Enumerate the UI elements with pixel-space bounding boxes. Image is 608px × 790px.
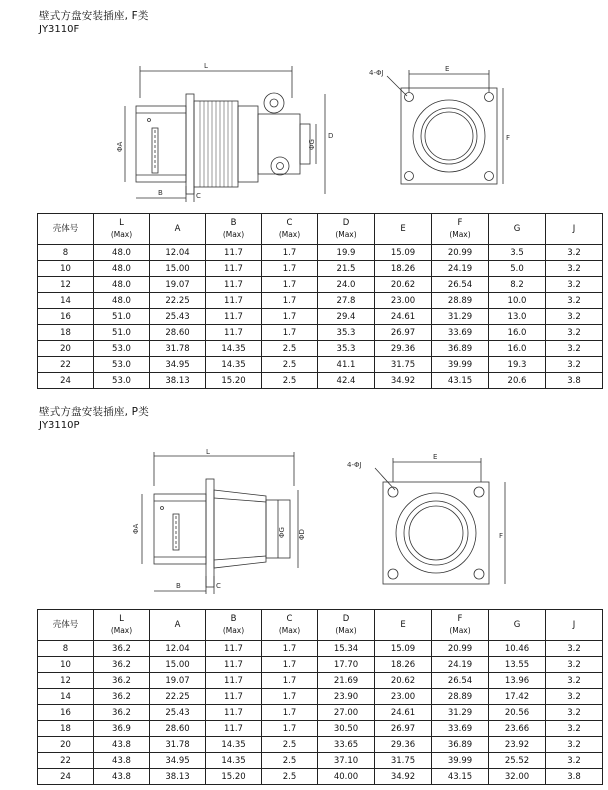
s1-dim-A: ΦA [116, 141, 124, 152]
table-cell: 28.60 [150, 721, 206, 737]
column-header-sublabel: (Max) [335, 626, 357, 635]
table-cell: 23.92 [489, 737, 546, 753]
table-cell: 3.2 [546, 341, 603, 357]
table-cell: 53.0 [94, 357, 150, 373]
s2-dim-B: B [176, 582, 181, 590]
table-cell: 3.2 [546, 357, 603, 373]
table-cell: 11.7 [206, 689, 262, 705]
table-cell: 24 [38, 769, 94, 785]
section1-code: JY3110F [39, 24, 80, 35]
table-cell: 10 [38, 657, 94, 673]
table-cell: 34.92 [375, 769, 432, 785]
table-cell: 3.2 [546, 293, 603, 309]
table-cell: 18.26 [375, 261, 432, 277]
column-header [546, 610, 603, 641]
s2-dim-F: F [499, 532, 504, 540]
table-cell: 36.89 [432, 737, 489, 753]
column-header-label: D [342, 218, 350, 228]
table-cell: 24.19 [432, 261, 489, 277]
table-cell: 48.0 [94, 277, 150, 293]
section2-spec-table [37, 609, 603, 785]
table-cell: 37.10 [318, 753, 375, 769]
table-cell: 23.00 [375, 293, 432, 309]
s1-dim-J: 4-ΦJ [369, 69, 384, 77]
table-cell: 31.78 [150, 341, 206, 357]
table-cell: 16 [38, 309, 94, 325]
column-header-label: F [457, 218, 463, 228]
table-cell: 11.7 [206, 277, 262, 293]
table-cell: 36.2 [94, 657, 150, 673]
column-header-label: A [174, 223, 181, 234]
table-row [38, 769, 603, 785]
table-cell: 14 [38, 689, 94, 705]
section2-title: 壁式方盘安装插座, P类 [39, 406, 149, 418]
table-row [38, 657, 603, 673]
table-cell: 11.7 [206, 705, 262, 721]
table-cell: 28.60 [150, 325, 206, 341]
table-cell: 15.20 [206, 769, 262, 785]
table-cell: 19.9 [318, 245, 375, 261]
table-cell: 43.8 [94, 753, 150, 769]
table-cell: 18.26 [375, 657, 432, 673]
table-cell: 33.69 [432, 325, 489, 341]
table-cell: 21.5 [318, 261, 375, 277]
table-cell: 3.2 [546, 641, 603, 657]
table-cell: 3.8 [546, 373, 603, 389]
column-header [546, 214, 603, 245]
table-cell: 24.19 [432, 657, 489, 673]
column-header-label: J [572, 619, 576, 630]
table-body [38, 641, 603, 785]
table-cell: 1.7 [262, 641, 318, 657]
column-header [489, 214, 546, 245]
table-cell: 12 [38, 673, 94, 689]
table-cell: 18 [38, 325, 94, 341]
table-cell: 34.95 [150, 357, 206, 373]
table-cell: 53.0 [94, 341, 150, 357]
column-header-sublabel: (Max) [110, 230, 133, 239]
table-cell: 3.2 [546, 325, 603, 341]
table-cell: 22.25 [150, 293, 206, 309]
table-cell: 22.25 [150, 689, 206, 705]
table-row [38, 641, 603, 657]
column-header-label: L [119, 614, 124, 624]
column-header [94, 610, 150, 641]
column-header [489, 610, 546, 641]
table-cell: 53.0 [94, 373, 150, 389]
table-cell: 13.0 [489, 309, 546, 325]
table-cell: 11.7 [206, 657, 262, 673]
table-cell: 15.20 [206, 373, 262, 389]
table-cell: 18 [38, 721, 94, 737]
table-cell: 2.5 [262, 769, 318, 785]
table-cell: 34.92 [375, 373, 432, 389]
table-row [38, 341, 603, 357]
table-header-row [38, 214, 603, 245]
column-header [318, 610, 375, 641]
table-cell: 1.7 [262, 277, 318, 293]
table-cell: 43.8 [94, 737, 150, 753]
table-cell: 3.2 [546, 753, 603, 769]
column-header-sublabel: (Max) [222, 230, 245, 239]
table-cell: 41.1 [318, 357, 375, 373]
table-row [38, 309, 603, 325]
s2-dim-L: L [206, 448, 210, 456]
table-cell: 3.2 [546, 277, 603, 293]
table-cell: 1.7 [262, 673, 318, 689]
table-cell: 26.54 [432, 277, 489, 293]
table-cell: 3.2 [546, 309, 603, 325]
table-row [38, 325, 603, 341]
table-cell: 20.99 [432, 641, 489, 657]
table-cell: 43.15 [432, 769, 489, 785]
table-cell: 31.75 [375, 357, 432, 373]
table-row [38, 689, 603, 705]
table-cell: 26.97 [375, 721, 432, 737]
table-cell: 27.8 [318, 293, 375, 309]
table-cell: 48.0 [94, 293, 150, 309]
table-cell: 31.78 [150, 737, 206, 753]
column-header-label: D [342, 614, 350, 624]
table-cell: 20.56 [489, 705, 546, 721]
table-cell: 36.2 [94, 641, 150, 657]
column-header [262, 610, 318, 641]
table-cell: 35.3 [318, 325, 375, 341]
table-cell: 3.2 [546, 261, 603, 277]
table-cell: 12.04 [150, 245, 206, 261]
table-cell: 26.97 [375, 325, 432, 341]
table-cell: 1.7 [262, 245, 318, 261]
table-cell: 10.0 [489, 293, 546, 309]
table-row [38, 293, 603, 309]
table-cell: 39.99 [432, 357, 489, 373]
table-cell: 29.36 [375, 737, 432, 753]
table-cell: 29.36 [375, 341, 432, 357]
table-cell: 8.2 [489, 277, 546, 293]
table-cell: 23.00 [375, 689, 432, 705]
table-cell: 14.35 [206, 753, 262, 769]
s1-dim-D: D [328, 132, 334, 140]
section2-code: JY3110P [39, 420, 80, 431]
table-cell: 24.0 [318, 277, 375, 293]
table-cell: 24 [38, 373, 94, 389]
table-cell: 33.69 [432, 721, 489, 737]
table-row [38, 753, 603, 769]
column-header [375, 214, 432, 245]
table-cell: 11.7 [206, 673, 262, 689]
table-cell: 8 [38, 641, 94, 657]
table-cell: 36.89 [432, 341, 489, 357]
s2-dim-D: ΦD [298, 529, 306, 540]
table-cell: 20.62 [375, 277, 432, 293]
column-header-label: G [513, 619, 521, 630]
table-cell: 2.5 [262, 341, 318, 357]
section2-front-view-drawing [345, 450, 520, 595]
table-row [38, 721, 603, 737]
table-cell: 20.6 [489, 373, 546, 389]
table-cell: 12 [38, 277, 94, 293]
column-header [318, 214, 375, 245]
table-row [38, 705, 603, 721]
table-cell: 17.70 [318, 657, 375, 673]
table-row [38, 373, 603, 389]
column-header-label: C [286, 218, 293, 228]
column-header-sublabel: (Max) [449, 230, 471, 239]
table-cell: 19.07 [150, 277, 206, 293]
table-cell: 10 [38, 261, 94, 277]
s2-dim-J: 4-ΦJ [347, 461, 362, 469]
table-row [38, 277, 603, 293]
table-cell: 36.2 [94, 673, 150, 689]
table-cell: 3.2 [546, 737, 603, 753]
table-cell: 1.7 [262, 705, 318, 721]
column-header-label: L [119, 218, 124, 228]
table-cell: 30.50 [318, 721, 375, 737]
table-cell: 15.00 [150, 657, 206, 673]
table-cell: 12.04 [150, 641, 206, 657]
table-body [38, 245, 603, 389]
column-header-sublabel: (Max) [335, 230, 357, 239]
table-cell: 20 [38, 737, 94, 753]
column-header-sublabel: (Max) [222, 626, 245, 635]
table-cell: 11.7 [206, 641, 262, 657]
table-cell: 42.4 [318, 373, 375, 389]
table-cell: 51.0 [94, 325, 150, 341]
table-cell: 48.0 [94, 261, 150, 277]
column-header [206, 610, 262, 641]
column-header-label: 壳体号 [52, 619, 79, 630]
table-cell: 35.3 [318, 341, 375, 357]
table-cell: 3.8 [546, 769, 603, 785]
table-row [38, 673, 603, 689]
column-header [262, 214, 318, 245]
s2-dim-C: C [216, 582, 221, 590]
table-cell: 2.5 [262, 737, 318, 753]
table-cell: 43.8 [94, 769, 150, 785]
table-cell: 15.09 [375, 641, 432, 657]
table-cell: 21.69 [318, 673, 375, 689]
table-cell: 19.07 [150, 673, 206, 689]
table-cell: 26.54 [432, 673, 489, 689]
table-cell: 13.55 [489, 657, 546, 673]
table-cell: 5.0 [489, 261, 546, 277]
table-cell: 24.61 [375, 309, 432, 325]
table-cell: 31.75 [375, 753, 432, 769]
column-header-label: B [230, 614, 237, 624]
table-row [38, 261, 603, 277]
table-cell: 11.7 [206, 261, 262, 277]
table-cell: 8 [38, 245, 94, 261]
column-header [375, 610, 432, 641]
s2-dim-G: ΦG [278, 527, 286, 538]
table-cell: 3.5 [489, 245, 546, 261]
table-cell: 31.29 [432, 309, 489, 325]
table-cell: 51.0 [94, 309, 150, 325]
section1-side-view-drawing [100, 58, 340, 203]
s1-dim-B: B [158, 189, 163, 197]
table-cell: 1.7 [262, 721, 318, 737]
table-cell: 14.35 [206, 357, 262, 373]
table-cell: 29.4 [318, 309, 375, 325]
table-header-row [38, 610, 603, 641]
column-header-sublabel: (Max) [449, 626, 471, 635]
table-cell: 16 [38, 705, 94, 721]
section2-side-view-drawing [118, 446, 318, 596]
column-header-label: B [230, 218, 237, 228]
table-cell: 19.3 [489, 357, 546, 373]
column-header-label: E [400, 619, 406, 630]
table-row [38, 737, 603, 753]
table-cell: 3.2 [546, 245, 603, 261]
table-cell: 25.43 [150, 705, 206, 721]
column-header-sublabel: (Max) [278, 230, 301, 239]
table-cell: 27.00 [318, 705, 375, 721]
table-cell: 11.7 [206, 325, 262, 341]
column-header [94, 214, 150, 245]
table-cell: 33.65 [318, 737, 375, 753]
table-cell: 36.2 [94, 689, 150, 705]
table-cell: 43.15 [432, 373, 489, 389]
table-cell: 15.00 [150, 261, 206, 277]
table-cell: 3.2 [546, 721, 603, 737]
table-cell: 14.35 [206, 737, 262, 753]
table-cell: 2.5 [262, 373, 318, 389]
table-cell: 24.61 [375, 705, 432, 721]
table-row [38, 245, 603, 261]
table-cell: 28.89 [432, 293, 489, 309]
table-cell: 1.7 [262, 293, 318, 309]
table-cell: 3.2 [546, 705, 603, 721]
column-header-label: C [286, 614, 293, 624]
s1-dim-F: F [506, 134, 511, 142]
table-cell: 1.7 [262, 309, 318, 325]
column-header [150, 610, 206, 641]
column-header [432, 214, 489, 245]
table-cell: 10.46 [489, 641, 546, 657]
table-cell: 17.42 [489, 689, 546, 705]
table-cell: 34.95 [150, 753, 206, 769]
table-cell: 23.66 [489, 721, 546, 737]
table-cell: 22 [38, 357, 94, 373]
table-cell: 20.99 [432, 245, 489, 261]
table-cell: 3.2 [546, 657, 603, 673]
column-header [150, 214, 206, 245]
table-cell: 11.7 [206, 245, 262, 261]
table-cell: 2.5 [262, 753, 318, 769]
column-header-sublabel: (Max) [278, 626, 301, 635]
table-cell: 40.00 [318, 769, 375, 785]
column-header [206, 214, 262, 245]
table-cell: 3.2 [546, 673, 603, 689]
table-cell: 36.9 [94, 721, 150, 737]
s2-dim-E: E [433, 453, 438, 461]
table-cell: 38.13 [150, 373, 206, 389]
table-cell: 25.43 [150, 309, 206, 325]
table-cell: 31.29 [432, 705, 489, 721]
table-cell: 36.2 [94, 705, 150, 721]
table-cell: 13.96 [489, 673, 546, 689]
table-cell: 15.34 [318, 641, 375, 657]
section1-spec-table [37, 213, 603, 389]
column-header [432, 610, 489, 641]
s1-dim-E: E [445, 65, 450, 73]
table-cell: 1.7 [262, 325, 318, 341]
section1-title: 壁式方盘安装插座, F类 [39, 10, 149, 22]
table-cell: 23.90 [318, 689, 375, 705]
table-cell: 48.0 [94, 245, 150, 261]
table-cell: 14.35 [206, 341, 262, 357]
column-header-label: J [572, 223, 576, 234]
table-cell: 3.2 [546, 689, 603, 705]
table-cell: 11.7 [206, 721, 262, 737]
table-cell: 32.00 [489, 769, 546, 785]
table-cell: 1.7 [262, 261, 318, 277]
table-cell: 1.7 [262, 689, 318, 705]
table-cell: 39.99 [432, 753, 489, 769]
s1-dim-G: ΦG [308, 139, 316, 150]
s2-dim-A: ΦA [132, 523, 140, 534]
section1-front-view-drawing [365, 62, 525, 197]
s1-dim-C: C [196, 192, 201, 200]
table-cell: 22 [38, 753, 94, 769]
column-header-label: G [513, 223, 521, 234]
table-cell: 25.52 [489, 753, 546, 769]
table-row [38, 357, 603, 373]
column-header-label: F [457, 614, 463, 624]
column-header-label: 壳体号 [52, 223, 79, 234]
column-header-sublabel: (Max) [110, 626, 133, 635]
table-cell: 11.7 [206, 293, 262, 309]
table-cell: 2.5 [262, 357, 318, 373]
table-cell: 1.7 [262, 657, 318, 673]
table-cell: 16.0 [489, 325, 546, 341]
table-cell: 38.13 [150, 769, 206, 785]
table-cell: 28.89 [432, 689, 489, 705]
column-header [38, 214, 94, 245]
table-cell: 20.62 [375, 673, 432, 689]
table-cell: 16.0 [489, 341, 546, 357]
column-header [38, 610, 94, 641]
table-cell: 15.09 [375, 245, 432, 261]
column-header-label: A [174, 619, 181, 630]
table-cell: 11.7 [206, 309, 262, 325]
column-header-label: E [400, 223, 406, 234]
table-cell: 14 [38, 293, 94, 309]
table-cell: 20 [38, 341, 94, 357]
s1-dim-L: L [204, 62, 208, 70]
